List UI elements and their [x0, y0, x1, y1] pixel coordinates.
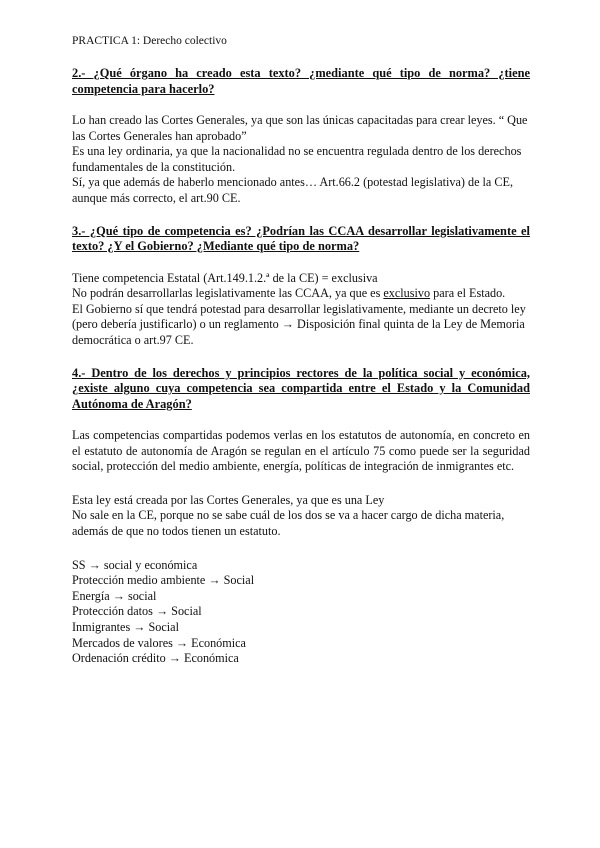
- question-4-section: [72, 366, 530, 667]
- list-item: Ordenación crédito → Económica: [72, 651, 239, 666]
- q4-answer-paragraph-1: Las competencias compartidas podemos verlas en los estatutos de autonomía, en concreto en el estatuto de autonomía de Aragón se regulan en el artículo 75 como puede ser la seguridad social, protección del medio ambiente, energía, políticas de integración de inmigrantes etc.: [72, 428, 530, 474]
- q3-answer-paragraph-3: El Gobierno sí que tendrá potestad para desarrollar legislativamente, mediante un decreto ley (pero debería justificarlo) o un reglamento → Disposición final quinta de la Ley de Memoria democrática o art.97 CE.: [72, 301, 526, 347]
- q3-answer-paragraph-1: Tiene competencia Estatal (Art.149.1.2.ª de la CE) = exclusiva: [72, 270, 378, 285]
- question-4-heading: 4.- Dentro de los derechos y principios rectores de la política social y económica, ¿existe alguno cuya competencia sea compartida entre el Estado y la Comunidad Autónoma de Aragón?: [72, 365, 530, 411]
- competence-list: [72, 558, 530, 667]
- document-header: PRACTICA 1: Derecho colectivo: [72, 35, 227, 47]
- question-3-section: [72, 224, 530, 349]
- q4-answer-paragraph-2: Esta ley está creada por las Cortes Generales, ya que es una Ley: [72, 492, 385, 507]
- q3-answer-2-text-before: No podrán desarrollarlas legislativamente las CCAA, ya que es: [72, 286, 384, 301]
- question-3-heading: 3.- ¿Qué tipo de competencia es? ¿Podrían las CCAA desarrollar legislativamente el texto? ¿Y el Gobierno? ¿Mediante qué tipo de norma?: [72, 223, 530, 254]
- q2-answer-paragraph-2: Es una ley ordinaria, ya que la nacionalidad no se encuentra regulada dentro de los derechos fundamentales de la constitución.: [72, 144, 522, 174]
- q2-answer-paragraph-1: Lo han creado las Cortes Generales, ya que son las únicas capacitadas para crear leyes. “ Que las Cortes Generales han aprobado”: [72, 113, 528, 143]
- q3-answer-2-text-after: para el Estado.: [430, 286, 506, 301]
- list-item: Energía → social: [72, 588, 157, 603]
- list-item: SS → social y económica: [72, 557, 198, 572]
- list-item: Protección medio ambiente → Social: [72, 573, 255, 588]
- q3-answer-2-underlined-word: exclusivo: [383, 286, 431, 301]
- list-item: Protección datos → Social: [72, 604, 202, 619]
- question-2-heading: 2.- ¿Qué órgano ha creado esta texto? ¿mediante qué tipo de norma? ¿tiene competencia para hacerlo?: [72, 66, 530, 96]
- list-item: Mercados de valores → Económica: [72, 635, 246, 650]
- q2-answer-paragraph-3: Sí, ya que además de haberlo mencionado antes… Art.66.2 (potestad legislativa) de la CE, aunque más correcto, el art.90 CE.: [72, 175, 513, 205]
- list-item: Inmigrantes → Social: [72, 619, 179, 634]
- question-2-section: [72, 66, 530, 207]
- q3-answer-paragraph-2: [72, 286, 530, 302]
- q4-answer-paragraph-3: No sale en la CE, porque no se sabe cuál de los dos se va a hacer cargo de dicha materia, además de que no todos tienen un estatuto.: [72, 508, 505, 538]
